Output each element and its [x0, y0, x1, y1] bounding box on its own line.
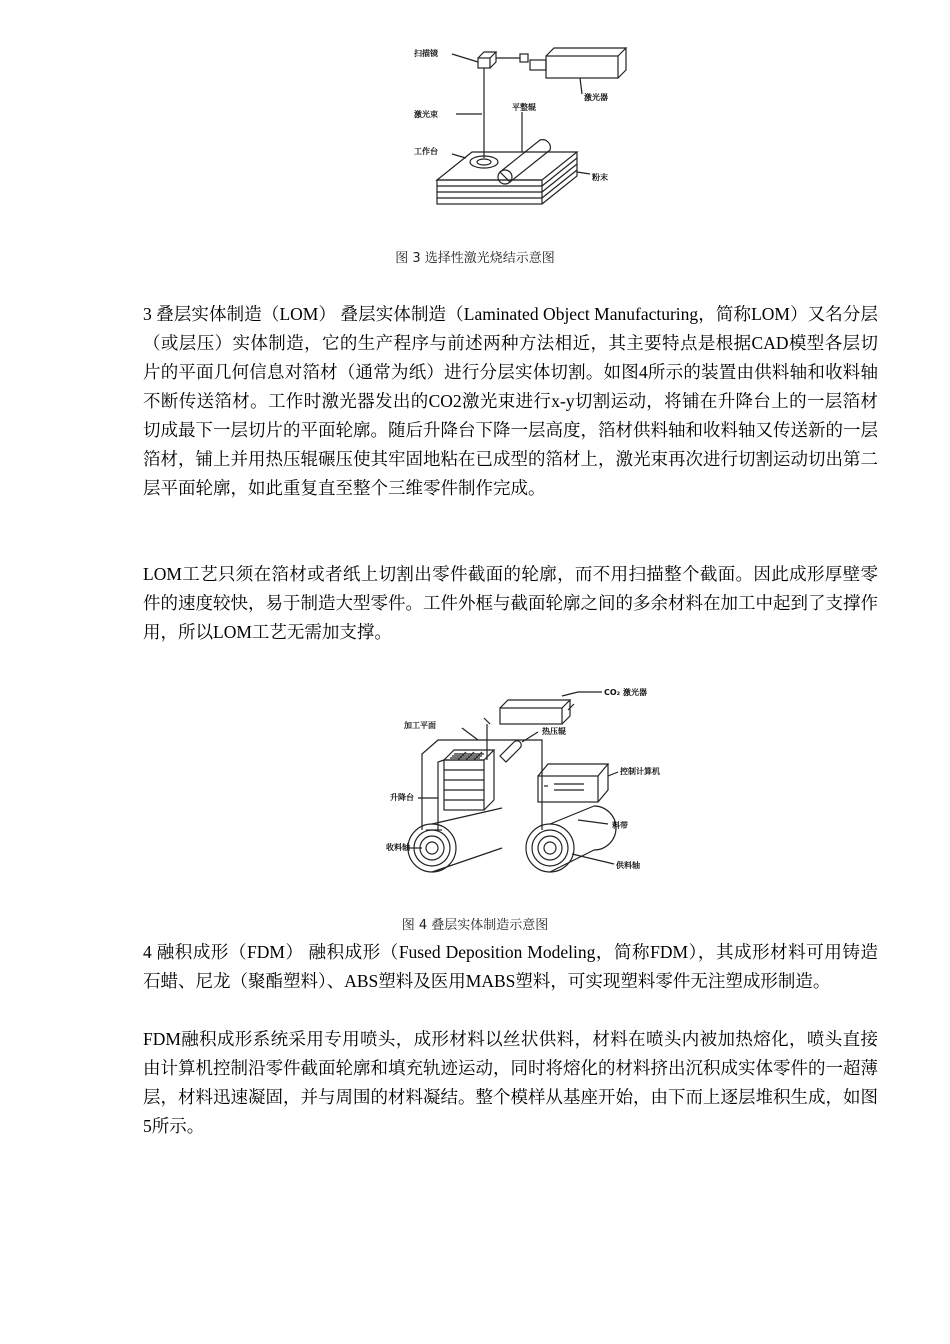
figure-4-svg	[382, 680, 692, 880]
figure-3-svg	[412, 40, 642, 212]
label-beam: 激光束	[414, 110, 438, 119]
section-4-paragraph-1: 4 融积成形（FDM） 融积成形（Fused Deposition Modeling，简称FDM），其成形材料可用铸造石蜡、尼龙（聚酯塑料）、ABS塑料及医用MABS塑料，可实现塑料零件无注塑成形制造。	[143, 942, 878, 991]
label-laser: 激光器	[584, 93, 608, 102]
roller-shape	[500, 140, 550, 182]
figure-3-caption: 图 3 选择性激光烧结示意图	[395, 251, 555, 266]
label-lift-table: 升降台	[390, 793, 414, 802]
label-hot-roller: 热压辊	[542, 727, 566, 736]
label-co2-laser: CO₂ 激光器	[604, 688, 647, 697]
section-3-paragraph-2: LOM工艺只须在箔材或者纸上切割出零件截面的轮廓，而不用扫描整个截面。因此成形厚壁零件的速度较快，易于制造大型零件。工件外框与截面轮廓之间的多余材料在加工中起到了支撑作用，所以LOM工艺无需加支撑。	[143, 564, 878, 642]
label-roller: 平整辊	[512, 103, 536, 112]
scanner-shape	[478, 58, 490, 68]
label-take-up: 收料轴	[386, 843, 410, 852]
label-scanner: 扫描镜	[414, 49, 438, 58]
section-4-paragraph-2: FDM融积成形系统采用专用喷头，成形材料以丝状供料，材料在喷头内被加热熔化，喷头直接由计算机控制沿零件截面轮廓和填充轨迹运动，同时将熔化的材料挤出沉积成实体零件的一超薄层，材料迅速凝固，并与周围的材料凝结。整个模样从基座开始，由下而上逐层堆积生成，如图5所示。	[143, 1029, 878, 1136]
label-computer: 控制计算机	[620, 767, 660, 776]
section-3-paragraph-1: 3 叠层实体制造（LOM） 叠层实体制造（Laminated Object Manufacturing，简称LOM）又名分层（或层压）实体制造，它的生产程序与前述两种方法相近，其主要特点是根据CAD模型各层切片的平面几何信息对箔材（通常为纸）进行分层实体切割。如图4所示的装置由供料轴和收料轴不断传送箔材。工作时激光器发出的CO2激光束进行x-y切割运动，将铺在升降台上的一层箔材切成最下一层切片的平面轮廓。随后升降台下降一层高度，箔材供料轴和收料轴又传送新的一层箔材，铺上并用热压辊碾压使其牢固地粘在已成型的箔材上，激光束再次进行切割运动切出第二层平面轮廓，如此重复直至整个三维零件制作完成。	[143, 304, 878, 498]
figure-3-sls-diagram	[412, 40, 642, 212]
label-supply: 供料轴	[616, 861, 640, 870]
laser-shape	[546, 56, 618, 78]
hot-roller-shape	[500, 741, 521, 762]
figure-4-caption: 图 4 叠层实体制造示意图	[401, 918, 549, 933]
label-table: 工作台	[414, 147, 438, 156]
figure-4-lom-diagram	[382, 680, 692, 880]
label-work-plane: 加工平面	[404, 721, 436, 730]
label-powder: 粉末	[592, 173, 608, 182]
co2-laser-shape	[500, 708, 562, 724]
computer-shape	[538, 776, 598, 802]
supply-roll	[526, 824, 574, 872]
label-tape: 料带	[612, 821, 628, 830]
